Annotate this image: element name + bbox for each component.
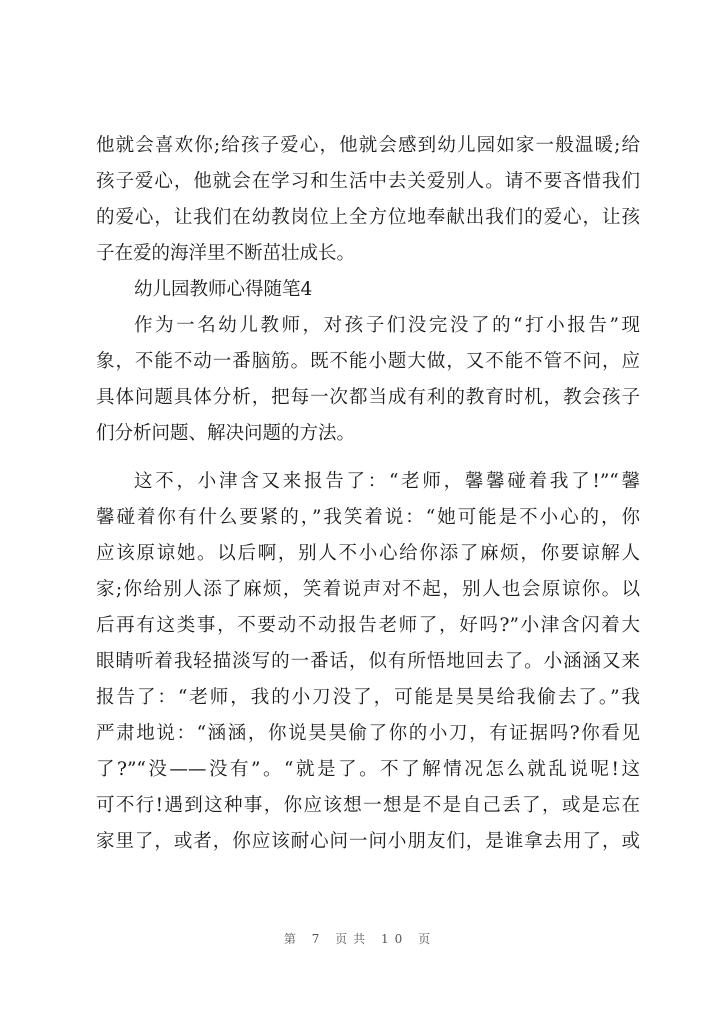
text-line: 象，不能不动一番脑筋。既不能小题大做，又不能不管不问，应: [96, 351, 640, 372]
document-body: [96, 128, 640, 860]
text-line: 作为一名幼儿教师，对孩子们没完没了的“打小报告”现: [134, 315, 640, 336]
section-heading: 幼儿园教师心得随笔4: [134, 279, 313, 300]
page-number-footer: 第 7 页共 10 页: [283, 932, 437, 946]
text-line: 馨碰着你有什么要紧的，”我笑着说：“她可能是不小心的，你: [96, 507, 640, 528]
text-line: 应该原谅她。以后啊，别人不小心给你添了麻烦，你要谅解人: [96, 543, 640, 564]
text-line: 家;你给别人添了麻烦，笑着说声对不起，别人也会原谅你。以: [96, 579, 640, 600]
text-line: 了?”“没——没有”。“就是了。不了解情况怎么就乱说呢!这: [96, 759, 640, 780]
text-line: 家里了，或者，你应该耐心问一问小朋友们，是谁拿去用了，或: [96, 831, 640, 852]
text-line: 这不，小津含又来报告了：“老师，馨馨碰着我了!”“馨: [134, 471, 640, 492]
text-line: 报告了：“老师，我的小刀没了，可能是昊昊给我偷去了。”我: [96, 687, 640, 708]
text-line: 们分析问题、解决问题的方法。: [96, 423, 356, 444]
text-line: 子在爱的海洋里不断茁壮成长。: [96, 243, 356, 264]
text-line: 他就会喜欢你;给孩子爱心，他就会感到幼儿园如家一般温暖;给: [96, 135, 640, 156]
text-line: 具体问题具体分析，把每一次都当成有利的教育时机，教会孩子: [96, 387, 640, 408]
text-line: 孩子爱心，他就会在学习和生活中去关爱别人。请不要吝惜我们: [96, 171, 640, 192]
text-line: 眼睛听着我轻描淡写的一番话，似有所悟地回去了。小涵涵又来: [96, 651, 640, 672]
text-line: 严肃地说：“涵涵，你说昊昊偷了你的小刀，有证据吗?你看见: [96, 723, 640, 744]
text-line: 后再有这类事，不要动不动报告老师了，好吗?”小津含闪着大: [96, 615, 640, 636]
text-line: 可不行!遇到这种事，你应该想一想是不是自己丢了，或是忘在: [96, 795, 640, 816]
text-line: 的爱心，让我们在幼教岗位上全方位地奉献出我们的爱心，让孩: [96, 207, 640, 228]
